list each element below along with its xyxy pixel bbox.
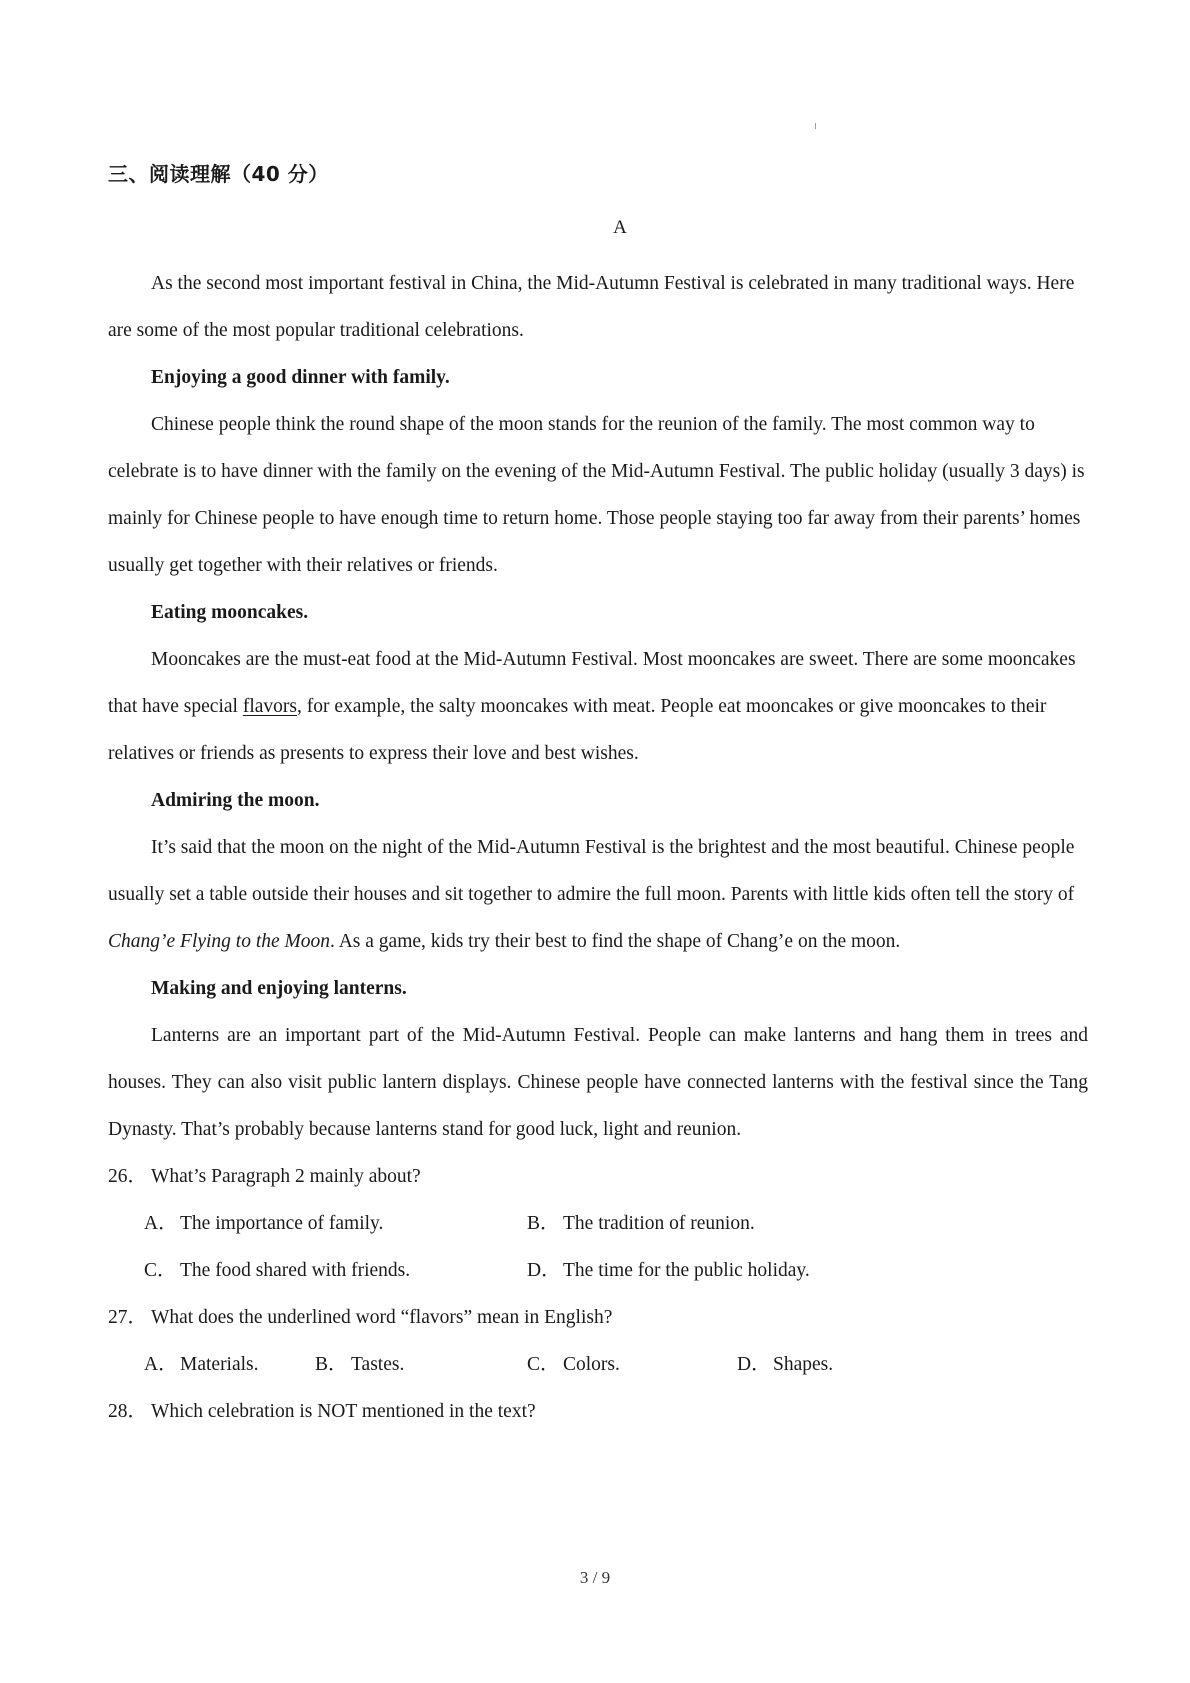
underlined-word-flavors: flavors <box>242 696 297 717</box>
question-number: 27． <box>108 1307 148 1328</box>
section-text-dinner: Chinese people think the round shape of the moon stands for the reunion of the family. The most common way to celebrate is to have dinner with the family on the evening of the Mid-Autumn Festival. The public holiday (usually 3 days) is mainly for Chinese people to have enough time to return home. Those people staying too far away from their parents’ homes usually get together with their relatives or friends. <box>108 414 1085 576</box>
option-label: A． <box>144 1213 178 1234</box>
section-heading-moon: Admiring the moon. <box>151 790 320 811</box>
option-27-b[interactable] <box>315 1341 404 1388</box>
scan-mark <box>815 123 816 129</box>
option-26-b[interactable] <box>527 1200 755 1247</box>
option-text: Shapes. <box>773 1354 834 1375</box>
passage-letter: A <box>613 217 627 238</box>
intro-paragraph: As the second most important festival in China, the Mid-Autumn Festival is celebrated in many traditional ways. Here are some of the most popular traditional celebrations. <box>108 273 1075 341</box>
question-26 <box>108 1153 1088 1200</box>
section-heading-lanterns: Making and enjoying lanterns. <box>151 978 407 999</box>
option-text: Colors. <box>563 1354 620 1375</box>
question-28 <box>108 1388 1088 1435</box>
question-number: 26． <box>108 1166 148 1187</box>
option-text: The food shared with friends. <box>180 1260 411 1281</box>
option-label: B． <box>527 1213 560 1234</box>
option-27-a[interactable] <box>144 1341 259 1388</box>
options-row <box>108 1247 1088 1294</box>
option-text: The time for the public holiday. <box>563 1260 810 1281</box>
question-number: 28． <box>108 1401 148 1422</box>
option-label: C． <box>527 1354 560 1375</box>
option-26-c[interactable] <box>144 1247 410 1294</box>
mooncakes-text-after: , for example, the salty mooncakes with meat. People eat mooncakes or give mooncakes to their relatives or friends as presents to express their love and best wishes. <box>108 696 1047 764</box>
section-text-mooncakes <box>108 636 1088 777</box>
questions-list <box>108 1153 1088 1435</box>
story-title: Chang’e Flying to the Moon <box>108 931 331 952</box>
section-title: 三、阅读理解（40 分） <box>108 162 329 186</box>
option-26-a[interactable] <box>144 1200 383 1247</box>
question-text: What does the underlined word “flavors” mean in English? <box>151 1307 613 1328</box>
options-row <box>108 1200 1088 1247</box>
option-label: C． <box>144 1260 177 1281</box>
section-heading-mooncakes: Eating mooncakes. <box>151 602 309 623</box>
option-text: The tradition of reunion. <box>563 1213 755 1234</box>
option-label: B． <box>315 1354 348 1375</box>
mooncakes-text-before: Mooncakes are the must-eat food at the Mid-Autumn Festival. Most mooncakes are sweet. There are some mooncakes that have special <box>108 649 1076 717</box>
options-row <box>108 1341 1088 1388</box>
option-label: A． <box>144 1354 178 1375</box>
option-text: Materials. <box>180 1354 259 1375</box>
option-text: Tastes. <box>351 1354 405 1375</box>
page-number: 3 / 9 <box>579 1568 611 1587</box>
section-heading-dinner: Enjoying a good dinner with family. <box>151 367 450 388</box>
reading-passage <box>108 260 1088 1435</box>
option-label: D． <box>737 1354 771 1375</box>
moon-text-after: . As a game, kids try their best to find the shape of Chang’e on the moon. <box>330 931 901 952</box>
question-27 <box>108 1294 1088 1341</box>
option-text: The importance of family. <box>180 1213 384 1234</box>
option-27-d[interactable] <box>737 1341 833 1388</box>
option-26-d[interactable] <box>527 1247 810 1294</box>
option-label: D． <box>527 1260 561 1281</box>
section-text-lanterns: Lanterns are an important part of the Mid-Autumn Festival. People can make lanterns and hang them in trees and houses. They can also visit public lantern displays. Chinese people have connected lanterns with the festival since the Tang Dynasty. That’s probably because lanterns stand for good luck, light and reunion. <box>108 1025 1088 1140</box>
question-text: Which celebration is NOT mentioned in the text? <box>151 1401 536 1422</box>
moon-text-before: It’s said that the moon on the night of the Mid-Autumn Festival is the brightest and the most beautiful. Chinese people usually set a table outside their houses and sit together to admire the full moon. Parents with little kids often tell the story of <box>108 837 1075 905</box>
option-27-c[interactable] <box>527 1341 620 1388</box>
section-text-moon <box>108 824 1088 965</box>
question-text: What’s Paragraph 2 mainly about? <box>151 1166 421 1187</box>
